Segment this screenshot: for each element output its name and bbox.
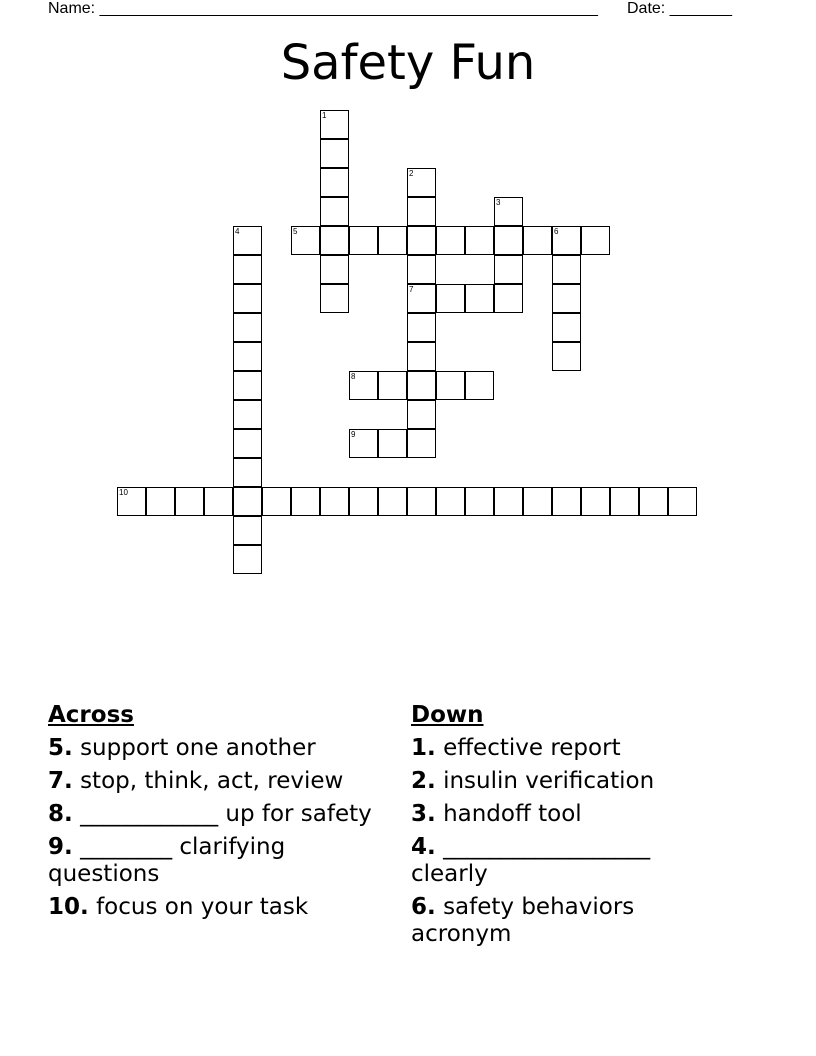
grid-cell[interactable] <box>407 342 436 371</box>
clue-number-label: 5 <box>293 227 298 236</box>
grid-cell[interactable] <box>320 226 349 255</box>
grid-cell[interactable] <box>320 255 349 284</box>
grid-cell[interactable] <box>436 284 465 313</box>
name-field-label: Name: ________________________________________________________ <box>48 0 598 17</box>
grid-cell[interactable] <box>407 313 436 342</box>
clue-number-label: 8 <box>351 372 356 381</box>
grid-cell[interactable] <box>407 429 436 458</box>
grid-cell[interactable] <box>407 197 436 226</box>
grid-cell[interactable] <box>407 284 436 313</box>
clue-number: 7. <box>48 768 73 794</box>
clue-text: focus on your task <box>96 894 309 920</box>
grid-cell[interactable] <box>407 168 436 197</box>
grid-cell[interactable] <box>494 487 523 516</box>
grid-cell[interactable] <box>291 226 320 255</box>
grid-cell[interactable] <box>349 487 378 516</box>
grid-cell[interactable] <box>349 371 378 400</box>
grid-cell[interactable] <box>233 371 262 400</box>
grid-cell[interactable] <box>436 487 465 516</box>
clue-number-label: 10 <box>119 488 128 497</box>
grid-cell[interactable] <box>320 487 349 516</box>
grid-cell[interactable] <box>407 400 436 429</box>
date-field-label: Date: _______ <box>627 0 732 17</box>
clue-number: 1. <box>411 735 436 761</box>
grid-cell[interactable] <box>436 371 465 400</box>
grid-cell[interactable] <box>407 255 436 284</box>
grid-cell[interactable] <box>320 110 349 139</box>
clue-number: 8. <box>48 801 73 827</box>
clue-number-label: 9 <box>351 430 356 439</box>
down-clue <box>411 894 701 948</box>
grid-cell[interactable] <box>552 487 581 516</box>
grid-cell[interactable] <box>465 487 494 516</box>
clue-number: 3. <box>411 801 436 827</box>
clue-text: safety behaviors acronym <box>411 894 635 947</box>
clue-number: 9. <box>48 834 73 860</box>
clue-number: 6. <box>411 894 436 920</box>
grid-cell[interactable] <box>233 487 262 516</box>
grid-cell[interactable] <box>610 487 639 516</box>
clue-number: 2. <box>411 768 436 794</box>
down-clue <box>411 735 701 762</box>
grid-cell[interactable] <box>262 487 291 516</box>
across-clue <box>48 801 388 828</box>
grid-cell[interactable] <box>233 284 262 313</box>
across-clue <box>48 834 388 888</box>
grid-cell[interactable] <box>233 226 262 255</box>
grid-cell[interactable] <box>552 313 581 342</box>
clue-text: handoff tool <box>443 801 582 827</box>
grid-cell[interactable] <box>523 487 552 516</box>
grid-cell[interactable] <box>465 226 494 255</box>
clue-number-label: 4 <box>235 227 240 236</box>
grid-cell[interactable] <box>378 226 407 255</box>
grid-cell[interactable] <box>146 487 175 516</box>
grid-cell[interactable] <box>378 487 407 516</box>
grid-cell[interactable] <box>494 284 523 313</box>
grid-cell[interactable] <box>523 226 552 255</box>
across-heading: Across <box>48 702 134 728</box>
clue-text: insulin verification <box>443 768 655 794</box>
grid-cell[interactable] <box>320 139 349 168</box>
clue-number-label: 1 <box>322 111 327 120</box>
grid-cell[interactable] <box>233 400 262 429</box>
grid-cell[interactable] <box>494 197 523 226</box>
down-clue <box>411 768 701 795</box>
down-clue <box>411 834 701 888</box>
clue-text: ________ clarifying questions <box>48 834 286 887</box>
grid-cell[interactable] <box>552 284 581 313</box>
clue-number-label: 3 <box>496 198 501 207</box>
grid-cell[interactable] <box>233 342 262 371</box>
grid-cell[interactable] <box>407 226 436 255</box>
grid-cell[interactable] <box>552 255 581 284</box>
clue-number: 10. <box>48 894 89 920</box>
clue-text: support one another <box>80 735 316 761</box>
across-clue <box>48 894 388 921</box>
grid-cell[interactable] <box>378 429 407 458</box>
grid-cell[interactable] <box>233 313 262 342</box>
across-clue <box>48 735 388 762</box>
grid-cell[interactable] <box>668 487 697 516</box>
grid-cell[interactable] <box>436 226 465 255</box>
grid-cell[interactable] <box>349 429 378 458</box>
grid-cell[interactable] <box>233 545 262 574</box>
grid-cell[interactable] <box>233 429 262 458</box>
grid-cell[interactable] <box>465 371 494 400</box>
grid-cell[interactable] <box>494 226 523 255</box>
clue-number-label: 6 <box>554 227 559 236</box>
clue-text: stop, think, act, review <box>80 768 344 794</box>
grid-cell[interactable] <box>349 226 378 255</box>
grid-cell[interactable] <box>320 168 349 197</box>
grid-cell[interactable] <box>233 255 262 284</box>
down-clue <box>411 801 701 828</box>
clue-text: ____________ up for safety <box>80 801 372 827</box>
grid-cell[interactable] <box>552 342 581 371</box>
grid-cell[interactable] <box>552 226 581 255</box>
grid-cell[interactable] <box>233 458 262 487</box>
grid-cell[interactable] <box>639 487 668 516</box>
grid-cell[interactable] <box>233 516 262 545</box>
grid-cell[interactable] <box>407 487 436 516</box>
clue-number: 5. <box>48 735 73 761</box>
grid-cell[interactable] <box>320 284 349 313</box>
grid-cell[interactable] <box>581 226 610 255</box>
across-clues <box>48 702 388 927</box>
grid-cell[interactable] <box>320 197 349 226</box>
grid-cell[interactable] <box>117 487 146 516</box>
grid-cell[interactable] <box>407 371 436 400</box>
grid-cell[interactable] <box>494 255 523 284</box>
down-clues <box>411 702 701 954</box>
across-clue <box>48 768 388 795</box>
clue-number-label: 2 <box>409 169 414 178</box>
clue-text: effective report <box>443 735 621 761</box>
clue-text: __________________ clearly <box>411 834 651 887</box>
grid-cell[interactable] <box>581 487 610 516</box>
grid-cell[interactable] <box>378 371 407 400</box>
clue-number: 4. <box>411 834 436 860</box>
clue-number-label: 7 <box>409 285 414 294</box>
puzzle-title: Safety Fun <box>280 35 536 91</box>
grid-cell[interactable] <box>291 487 320 516</box>
down-heading: Down <box>411 702 484 728</box>
grid-cell[interactable] <box>175 487 204 516</box>
grid-cell[interactable] <box>204 487 233 516</box>
grid-cell[interactable] <box>465 284 494 313</box>
